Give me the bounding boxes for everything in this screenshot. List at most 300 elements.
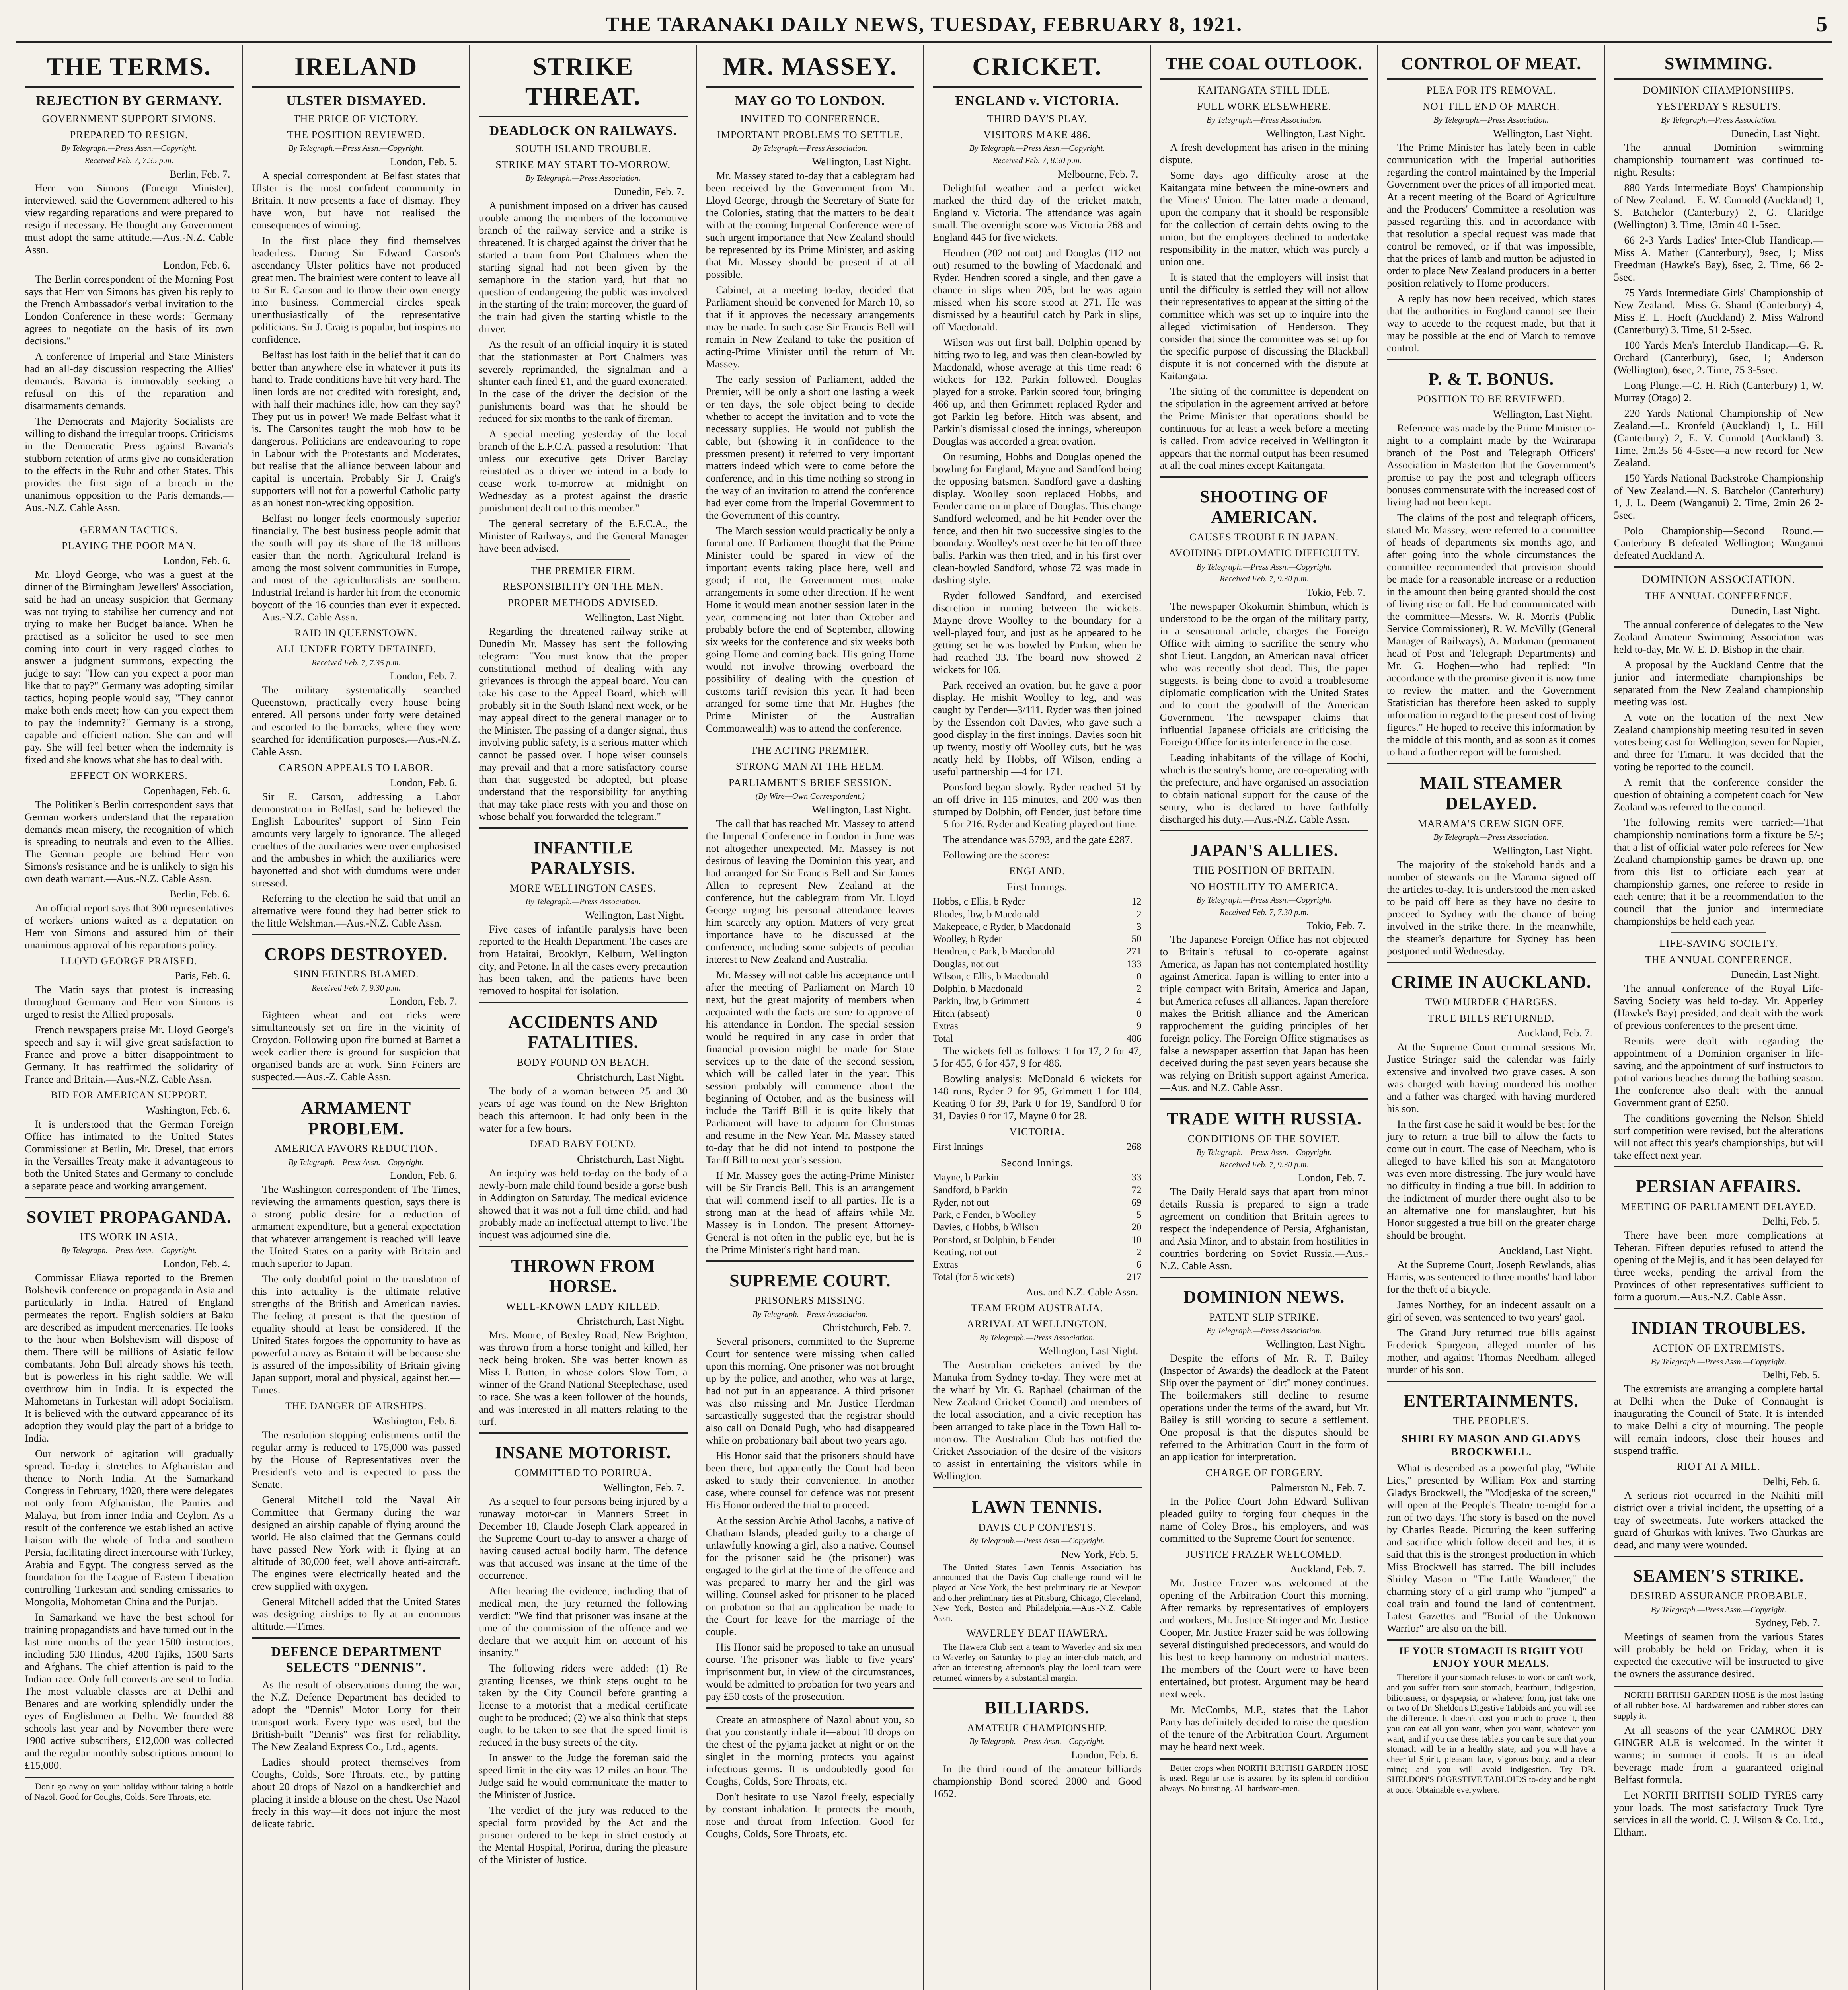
byline: By Telegraph.—Press Association. [1206,1326,1322,1335]
byline: By Telegraph.—Press Assn.—Copyright. [61,143,197,153]
subhead: SOUTH ISLAND TROUBLE. [515,142,651,154]
paragraph: Mr. Massey stated to-day that a cablegram had been received by the Government from Mr. Lloyd George, through the Secretary of State for the Colonies, stating that the matters to be dealt with at the coming Imperial Conference were of such urgent importance that New Zealand should be represented by its Prime Minister, and asking that Mr. Massey should be present if at all possible. [706,170,914,281]
subhead: MORE WELLINGTON CASES. [510,882,657,894]
score-value: 268 [1127,1141,1142,1152]
advertisement: Better crops when NORTH BRITISH GARDEN HOSE is used. Regular use is assured by its splendid condition always. No bursting. All hardware-men. [1160,1758,1369,1793]
ad-heading: IF YOUR STOMACH IS RIGHT YOU ENJOY YOUR MEALS. [1399,1645,1583,1669]
headline-p-and-t-bonus: P. & T. BONUS. [1428,369,1554,389]
paragraph: Meetings of seamen from the various States will probably be held on Friday, when it is expected the executive will be instructed to give the owners the assurance desired. [1614,1631,1823,1680]
paragraph: As the result of observations during the war, the N.Z. Defence Department has decided to adopt the "Dennis" Motor Lorry for their transport work. Every type was used, but the British-built "Dennis" was first for reliability. The New Zealand Express Co., Ltd., agents. [251,1679,460,1753]
subhead: MAY GO TO LONDON. [735,93,885,108]
subhead: DEADLOCK ON RAILWAYS. [489,123,677,138]
subhead: AVOIDING DIPLOMATIC DIFFICULTY. [1168,547,1360,559]
divider [1614,78,1824,80]
subhead: First Innings. [1006,881,1068,893]
column-6 [1151,45,1378,1990]
divider [933,86,1142,88]
paragraph: A remit that the conference consider the question of obtaining a competent coach for New Zealand was referred to the council. [1614,776,1823,813]
subhead: THE DANGER OF AIRSHIPS. [285,1400,427,1412]
paragraph: Ryder followed Sandford, and exercised discretion in running between the wickets. Mayne drove Woolley to the boundary for a well-played four, and just as he appeared to be getting set he was bowled by Parkin, when he had reached 33. The board now showed 2 wickets for 106. [933,589,1142,675]
subhead: AMATEUR CHAMPIONSHIP. [967,1722,1107,1734]
score-row [933,1008,1142,1020]
column-4 [697,45,924,1990]
subhead: SINN FEINERS BLAMED. [293,968,419,980]
dateline: Auckland, Feb. 7. [1290,1563,1365,1575]
byline: By Telegraph.—Press Assn.—Copyright. [1196,895,1332,905]
paragraph: Delightful weather and a perfect wicket marked the third day of the cricket match, England v. Victoria. The attendance was again small. The overnight score was Victoria 268 and England 445 for five wickets. [933,181,1142,243]
subhead: PROPER METHODS ADVISED. [507,597,659,609]
dateline: Washington, Feb. 6. [372,1414,457,1427]
divider [1387,359,1596,360]
paragraph: His Honor said he proposed to take an unusual course. The prisoner was liable to five years' imprisonment but, in view of the circumstances, would be admitted to probation for two years and pay £50 costs of the prosecution. [706,1641,914,1703]
subhead: RIOT AT A MILL. [1676,1461,1760,1473]
score-label: First Innings [933,1141,984,1152]
subhead: LIFE-SAVING SOCIETY. [1659,938,1778,950]
subhead: CHARGE OF FORGERY. [1205,1467,1323,1479]
headline-indian-troubles: INDIAN TROUBLES. [1631,1318,1806,1338]
score-value: 10 [1131,1234,1142,1245]
paragraph: An official report says that 300 representatives of workers' unions waited as a deputation on Herr von Simons and assured him of their unanimous approval of his reparations policy. [25,901,234,951]
score-row [933,1196,1142,1209]
subhead: DAVIS CUP CONTESTS. [978,1521,1096,1533]
paragraph: The Matin says that protest is increasing throughout Germany and Herr von Simons is urged to resist the Allied proposals. [25,983,234,1020]
score-value: 0 [1136,1008,1142,1019]
score-value: 2 [1136,983,1142,995]
paragraph: Cabinet, at a meeting to-day, decided that Parliament should be convened for March 10, so that if it approves the necessary arrangements may be made. In such case Sir Francis Bell will remain in New Zealand to take the position of acting-Prime Minister until the return of Mr. Massey. [706,284,914,370]
paragraph: The annual conference of the Royal Life-Saving Society was held to-day. Mr. Apperley (Hawke's Bay) presided, and dealt with the work of previous conferences to the present time. [1614,982,1823,1032]
paragraph: The only doubtful point in the translation of this into actuality is the ultimate relative strengths of the British and American navies. The feeling at present is that the question of equality should at least be considered. If the United States forgoes the opportunity to have as powerful a navy as Britain it will be because she is assured of the impossibility of Britain giving Japan support, moral and physical, against her.—Times. [251,1273,460,1396]
divider [479,1432,688,1434]
masthead [16,7,1832,43]
score-row [933,1184,1142,1196]
score-value: 217 [1127,1272,1142,1283]
score-label: Hitch (absent) [933,1008,990,1019]
byline: By Telegraph.—Press Assn.—Copyright. [969,143,1105,153]
headline-mr-massey: MR. MASSEY. [723,52,897,80]
dateline: Dunedin, Last Night. [1731,605,1820,617]
paragraph: General Mitchell told the Naval Air Committee that Germany during the war designed an airship capable of flying around the world. He also claimed that the Germans could have passed New York with it flying at an altitude of 30,000 feet, well above anti-aircraft. The engines were electrically heated and the crew supplied with oxygen. [251,1493,460,1592]
paragraph: The wickets fell as follows: 1 for 17, 2 for 47, 5 for 455, 6 for 457, 9 for 486. [933,1045,1142,1069]
paragraph: Mr. McCombs, M.P., states that the Labor Party has definitely decided to raise the question of the tenure of the Arbitration Court. Argument may be heard next week. [1160,1703,1368,1753]
paragraph: The general secretary of the E.F.C.A., the Minister of Railways, and the General Manager have been advised. [479,517,688,554]
byline: By Telegraph.—Press Association. [525,173,641,183]
subhead: KAITANGATA STILL IDLE. [1197,84,1331,96]
paragraph: 880 Yards Intermediate Boys' Championship of New Zealand.—E. W. Cunnold (Auckland) 1, S. Batchelor (Canterbury) 2, G. Claridge (Wellington) 3. Time, 13min 40 1-5sec. [1614,181,1823,230]
masthead-title: THE TARANAKI DAILY NEWS, TUESDAY, FEBRUARY 8, 1921. [605,13,1243,36]
score-value: 33 [1131,1172,1142,1183]
dateline: London, Feb. 6. [390,1169,457,1182]
paragraph: The majority of the stokehold hands and a number of stewards on the Marama signed off the articles to-day. It is understood the men asked to be paid off here as they have no desire to proceed to Sydney with the chance of being involved in the strike there. In the meanwhile, the steamer's departure for Sydney has been postponed until Wednesday. [1387,858,1596,957]
dateline: London, Feb. 7. [390,995,457,1007]
divider [1614,566,1824,568]
score-value: 0 [1136,971,1142,982]
subhead: INVITED TO CONFERENCE. [740,113,880,125]
paragraph: 150 Yards National Backstroke Championship of New Zealand.—N. S. Batchelor (Canterbury) 1, J. L. Deem (Wanganui) 2. Time, 2min 26 2-5sec. [1614,472,1823,521]
headline-infantile-paralysis: INFANTILE PARALYSIS. [530,838,635,878]
headline-japans-allies: JAPAN'S ALLIES. [1189,840,1339,860]
paragraph: 66 2-3 Yards Ladies' Inter-Club Handicap.—Miss A. Mather (Canterbury), 9sec, 1; Miss Freedman (Hawke's Bay), 6sec, 2. Time, 66 2-5sec. [1614,234,1823,283]
paragraph: A special meeting yesterday of the local branch of the E.F.C.A. passed a resolution: "That unless our executive gets Driver Barclay reinstated as a driver we intend in a body to cease work to-morrow at midnight on Wednesday as a protest against the drastic punishment dealt out to this member." [479,427,688,514]
paragraph: After hearing the evidence, including that of medical men, the jury returned the following verdict: "We find that prisoner was insane at the time of the commission of the offence and we declare that we acquit him on account of his insanity." [479,1584,688,1658]
divider [1614,1308,1824,1309]
divider [706,1260,915,1262]
headline-armament-problem: ARMAMENT PROBLEM. [301,1098,411,1138]
dateline: Palmerston N., Feb. 7. [1271,1481,1365,1493]
divider [1387,1639,1596,1641]
score-row [933,1209,1142,1221]
paragraph: 220 Yards National Championship of New Zealand.—L. Kronfeld (Auckland) 1, L. Hill (Canterbury) 2, E. V. Cunnold (Auckland) 3. Time, 2m.3s 56 4-5sec—a new record for New Zealand. [1614,407,1823,468]
subhead: THE ANNUAL CONFERENCE. [1645,590,1792,602]
paragraph: A vote on the location of the next New Zealand championship meeting resulted in seven votes being cast for Wellington, seven for Napier, and three for Timaru. It was decided that the voting be reported to the council. [1614,711,1823,773]
byline: By Telegraph.—Press Assn.—Copyright. [1196,1147,1332,1157]
subhead: CARSON APPEALS TO LABOR. [279,762,434,774]
dateline: London, Feb. 6. [390,776,457,788]
paragraph: The attendance was 5793, and the gate £287. [943,833,1133,845]
byline: By Telegraph.—Press Association. [525,897,641,907]
score-label: Total [933,1033,953,1044]
column-8 [1605,45,1832,1990]
subhead: RESPONSIBILITY ON THE MEN. [503,581,664,593]
paragraph: Hendren (202 not out) and Douglas (112 not out) resumed to the bowling of Macdonald and Ryder. Hendren scored a single, and then gave a chance in slips when 205, but he was again missed when his score stood at 271. He was dismissed by a beautiful catch by Park in slips, off Macdonald. [933,246,1142,333]
byline: By Telegraph.—Press Association. [1206,115,1322,125]
divider [1160,830,1369,831]
paragraph: The Washington correspondent of The Times, reviewing the armaments question, says there is a strong public desire for a reduction of armament expenditure, but a general expectation that whatever arrangement is reached will leave the United States on a parity with Britain and much superior to Japan. [251,1183,460,1270]
paragraph: The resolution stopping enlistments until the regular army is reduced to 175,000 was passed by the House of Representatives over the President's veto and is expected to pass the Senate. [251,1428,460,1490]
paragraph: Polo Championship—Second Round.—Canterbury B defeated Wellington; Wanganui defeated Auckland A. [1614,524,1823,561]
headline-entertainments: ENTERTAINMENTS. [1404,1391,1579,1411]
divider [479,116,688,117]
score-value: 4 [1136,996,1142,1007]
received-line: Received Feb. 7, 9.30 p.m. [1220,1159,1309,1169]
paragraph: The claims of the post and telegraph officers, stated Mr. Massey, were referred to a committee of heads of departments six months ago, and after going into the whole circumstances the committee recommended that provision should be made for a reasonable increase or a reduction in the amount then being granted should the cost of living rise or fall. He had communicated with the committee—Messrs. W. R. Morris (Public Service Commissioner), R. W. McVilly (General Manager of Railways), A. Markman (permanent head of Post and Telegraph Departments) and Mr. G. Hogben—who had replied: "In accordance with the promise given it is now time to review the matter, and the Government Statistician has therefore been asked to supply information in regard to the present cost of living figures." He hoped to receive this information by the middle of this month, and as soon as it comes to hand a further report will be furnished. [1387,511,1596,758]
paragraph: In Samarkand we have the best school for training propagandists and have turned out in the last nine months of the year 1500 instructors, including 530 Hindus, 4200 Tajiks, 1500 Sarts and Afghans. The chief attention is paid to the Indian race. Only full converts are sent to India. The most valuable classes are at Delhi and Benares and are working splendidly under the eyes of Englishmen at Delhi. We founded 88 schools last year and by November there were 1900 active subscribers, £12,000 was collected and the regular monthly subscriptions amount to £15,000. [25,1611,234,1771]
paragraph: At the Supreme Court, Joseph Rewlands, alias Harris, was sentenced to three months' hard labor for the theft of a bicycle. [1387,1258,1596,1295]
advertisement: NORTH BRITISH GARDEN HOSE is the most lasting of all rubber hose. All hardwaremen and rubber stores can supply it. [1614,1686,1824,1721]
paragraph: Several prisoners, committed to the Supreme Court for sentence were missing when called upon this morning. One prisoner was not brought up by the police, and another, who was at large, had not put in an appearance. A third prisoner was also missing and Mr. Justice Herdman sarcastically suggested that the registrar should also call on Donald Pugh, who had disappeared while on probationary bail about two years ago. [706,1335,914,1446]
headline-strike-threat: STRIKE THREAT. [525,52,641,110]
paragraph: The body of a woman between 25 and 30 years of age was found on the New Brighton beach this afternoon. It had only been in the water for a few hours. [479,1085,688,1134]
paragraph: In the first place they find themselves leaderless. During Sir Edward Carson's ascendancy Ulster politics have not produced great men. The brainiest were content to leave all to Sir E. Carson and to throw their own energy into business. Commercial circles speak unenthusiastically of the representative politicians. Sir J. Craig is popular, but inspires no confidence. [251,234,460,345]
paragraph: There have been more complications at Teheran. Fifteen deputies refused to attend the opening of the Mejlis, and it has been delayed for three weeks, pending the arrival from the Provinces of other representatives sufficient to form a quorum.—Aus.-N.Z. Cable Assn. [1614,1229,1823,1303]
paragraph: If Mr. Massey goes the acting-Prime Minister will be Sir Francis Bell. This is an arrangement that will commend itself to all parties. He is a strong man at the head of affairs while Mr. Massey is in London. The present Attorney-General is not often in the public eye, but he is the Prime Minister's right hand man. [706,1169,914,1255]
score-label: Hobbs, c Ellis, b Ryder [933,896,1025,907]
paragraph: At the Supreme Court criminal sessions Mr. Justice Stringer said the calendar was fairly extensive and involved two grave cases. A son was charged with having murdered his mother and a father was charged with having murdered his son. [1387,1040,1596,1114]
paragraph: Bowling analysis: McDonald 6 wickets for 148 runs, Ryder 2 for 95, Grimmett 1 for 104, Keating 0 for 39, Park 0 for 19, Sandford 0 for 31, Davies 0 for 17, Mayne 0 for 28. [933,1073,1142,1122]
paragraph: The extremists are arranging a complete hartal at Delhi when the Duke of Connaught is inaugurating the Council of State. It is intended to make Delhi a city of mourning. The people will remain indoors, close their houses and suspend traffic. [1614,1383,1823,1457]
paragraph: A reply has now been received, which states that the authorities in England cannot see their way to accede to the request made, but that it may be possible at the end of March to remove control. [1387,292,1596,354]
headline-coal-outlook: THE COAL OUTLOOK. [1166,54,1363,73]
paragraph: Belfast has lost faith in the belief that it can do better than anywhere else in whatever it puts its hand to. Trade conditions have hit very hard. The linen lords are not credited with foresight, and, with half their machines idle, how can they say? They put us in power! We made Belfast what it is. The Carsonites taught the mob how to be dangerous. Politicians are endeavouring to rope in Labour with the Protestants and Moderates, but realise that the alliance between labour and capital is uncertain. Probably Sir J. Craig's supporters will not for a powerful Catholic party as an honest non-wrecking opposition. [251,349,460,509]
paragraph: Mr. Lloyd George, who was a guest at the dinner of the Birmingham Jewellers' Association, said he had an uneasy suspicion that Germany was not trying to stabilise her currency and not trying to make her Budget balance. When he practised as a solicitor he used to see men coming into court in very ragged clothes to answer a judgment summons, expecting the judge to say: "How can you expect a poor man like that to pay?" Germany was adopting similar tactics, hoping people would say, "They cannot make both ends meet; how can you expect them to pay the indemnity?" Germany is a strong, capable and efficient nation. She can and will pay. She will feel better when the indemnity is fixed and she knows what she has to deal with. [25,568,234,766]
divider [1387,763,1596,764]
subhead: EFFECT ON WORKERS. [70,770,188,782]
subhead: BID FOR AMERICAN SUPPORT. [51,1089,208,1101]
score-row [933,1258,1142,1271]
paragraph: The following remits were carried:—That championship nominations form a fixture be 5/-; that a list of official water polo referees for New Zealand championship games be drawn up, one from this list to officiate each year at championship games, one referee to reside in each centre; that it be a recommendation to the council that the junior and intermediate championships be held each year. [1614,816,1823,927]
divider [1387,962,1596,963]
subhead: WELL-KNOWN LADY KILLED. [506,1300,661,1312]
paragraph: The sitting of the committee is dependent on the stipulation in the agreement arrived at before the Prime Minister that operations should be continuous for at least a week before a meeting is called. From advice received in Wellington it appears that the normal output has been resumed at all the coal mines except Kaitangata. [1160,385,1368,471]
score-row [933,908,1142,921]
headline-accidents: ACCIDENTS AND FATALITIES. [508,1012,658,1052]
subhead: POSITION TO BE REVIEWED. [1417,393,1565,405]
dateline: Wellington, Last Night. [1493,408,1593,420]
score-row [933,995,1142,1007]
subhead: THE PEOPLE'S. [1453,1415,1529,1427]
byline: By Telegraph.—Press Association. [1661,115,1776,125]
divider [1387,78,1596,80]
paragraph: As the result of an official inquiry it is stated that the stationmaster at Port Chalmers was severely reprimanded, the signalman and a shunter each fined £1, and the guard exonerated. In the case of the driver the decision of the punishments board was that he should be reduced for six months to the rank of fireman. [479,338,688,424]
subhead: THIRD DAY'S PLAY. [987,113,1087,125]
columns [16,45,1832,1990]
score-label: Wilson, c Ellis, b Macdonald [933,971,1049,982]
paragraph: The Democrats and Majority Socialists are willing to disband the irregular troops. Criticisms in the Democratic Press against Bavaria's stubborn retention of arms give no consideration to the effects in the Ruhr and other States. This provides the first sign of a breach in the unanimous opposition to the Paris demands.—Aus.-N.Z. Cable Assn. [25,415,234,513]
byline: By Telegraph.—Press Association. [1433,832,1549,842]
score-value: 20 [1131,1222,1142,1233]
dateline: Wellington, Last Night. [585,611,684,624]
dateline: Berlin, Feb. 6. [170,888,230,900]
paragraph: General Mitchell added that the United States was designing airships to fly at an enormous altitude.—Times. [251,1595,460,1632]
paragraph: Eighteen wheat and oat ricks were simultaneously set on fire in the vicinity of Croydon. Following upon fire burned at Barnet a week earlier there is ground for suspicion that organised bands are at work. Sinn Feiners are suspected.—Aus.-Z. Cable Assn. [251,1009,460,1083]
byline: By Telegraph.—Press Assn.—Copyright. [1651,1356,1786,1366]
paragraph: Some days ago difficulty arose at the Kaitangata mine between the mine-owners and the Miners' Union. The latter made a demand, upon the company that it should be responsible for the collection of certain debts owing to the union, but the employers declined to undertake responsibility in the matter, which was purely a union one. [1160,169,1368,267]
subhead: ENGLAND. [1009,865,1065,877]
paragraph: The following riders were added: (1) Re granting licenses, we think steps ought to be taken by the City Council before granting a license to a motorist that a medical certificate ought to be produced; (2) we also think that steps ought to be taken to see that the speed limit is reduced in the busy streets of the city. [479,1662,688,1748]
dateline: Christchurch, Last Night. [577,1315,684,1327]
paragraph: His Honor said that the prisoners should have been there, but apparently the Court had been asked to study their convenience. In another case, where counsel for defence was not present His Honor ordered the trial to proceed. [706,1450,914,1511]
paragraph: The annual Dominion swimming championship tournament was continued to-night. Results: [1614,141,1823,178]
byline: By Telegraph.—Press Assn.—Copyright. [1651,1604,1786,1614]
paragraph: In the first case he said it would be best for the jury to return a true bill to allow the facts to come out in court. The case of Needham, who is alleged to have killed his son at Mangatotoro was even more distressing. The jury would have no difficulty in finding a true bill. In addition to the indictment of murder there ought also to be an alternative one for manslaughter, but his Honor suggested a true bill on the greater charge should be brought. [1387,1118,1596,1241]
score-row [933,1246,1142,1258]
byline: By Telegraph.—Press Association. [752,143,868,153]
headline-trade-with-russia: TRADE WITH RUSSIA. [1166,1109,1362,1129]
divider [252,1637,461,1639]
paragraph: A conference of Imperial and State Ministers had an all-day discussion respecting the Allies' demands. Bavaria is immovably seeking a refusal on this of the reparation and disarmaments demands. [25,350,234,412]
subhead: TWO MURDER CHARGES. [1425,996,1557,1008]
paragraph: French newspapers praise Mr. Lloyd George's speech and say it will give great satisfaction to France and prove a bitter disappointment to Germany. It has reaffirmed the solidarity of France and Britain.—Aus.-N.Z. Cable Assn. [25,1024,234,1085]
column-2 [243,45,470,1990]
paragraph: The call that has reached Mr. Massey to attend the Imperial Conference in London in June was not altogether unexpected. Mr. Massey is not desirous of leaving the Dominion this year, and had arranged for Sir Francis Bell and Sir James Allen to represent New Zealand at the conference, but the cablegram from Mr. Lloyd George urging his personal attendance leaves him scarcely any option. Matters of very great importance have to be discussed at the conference, including some subjects of peculiar interest to New Zealand and Australia. [706,817,914,965]
score-total-row [933,1032,1142,1045]
divider [252,86,461,88]
paragraph: At the session Archie Athol Jacobs, a native of Chatham Islands, pleaded guilty to a charge of unlawfully knowing a girl, also a native. Counsel for the prisoner said he (the prisoner) was engaged to the girl at the time of the offence and was prepared to marry her and the girl was willing. Counsel asked for prisoner to be placed on probation so that an application be made to the Court for leave for the marriage of the couple. [706,1514,914,1638]
byline: (By Wire—Own Correspondent.) [755,791,865,801]
headline-dominion-news: DOMINION NEWS. [1183,1287,1345,1307]
divider [1671,932,1766,933]
subhead: DOMINION ASSOCIATION. [1641,572,1795,586]
subhead: LLOYD GEORGE PRAISED. [61,955,197,967]
score-label: Ryder, not out [933,1197,989,1208]
divider [933,1487,1142,1488]
headline-shooting-of-american: SHOOTING OF AMERICAN. [1200,486,1329,527]
score-row [933,958,1142,970]
received-line: Received Feb. 7, 8.30 p.m. [992,156,1082,166]
score-value: 72 [1131,1184,1142,1196]
paragraph: Sir E. Carson, addressing a Labor demonstration in Belfast, said he believed the English Labourites' support of Sinn Fein amounts very largely to ignorance. The alleged cruelties of the auxiliaries were over emphasised and the ambushes in which the auxiliaries were bayonetted and shot with dumdums were under stressed. [251,790,460,889]
score-label: Dolphin, b Macdonald [933,983,1023,995]
subhead: BODY FOUND ON BEACH. [517,1056,650,1068]
divider [25,86,234,88]
dateline: Melbourne, Feb. 7. [1058,168,1138,180]
dateline: Christchurch, Feb. 7. [822,1321,911,1334]
divider [1160,78,1369,80]
cable-credit: —Aus. and N.Z. Cable Assn. [1015,1286,1138,1298]
dateline: Wellington, Feb. 7. [603,1481,684,1493]
subhead: TEAM FROM AUSTRALIA. [971,1302,1103,1314]
divider [1614,1166,1824,1167]
subhead: STRONG MAN AT THE HELM. [735,761,885,773]
subhead: ULSTER DISMAYED. [286,93,426,108]
paragraph: Long Plunge.—C. H. Rich (Canterbury) 1, W. Murray (Otago) 2. [1614,379,1823,404]
score-row [933,1171,1142,1184]
paragraph: The Grand Jury returned true bills against Frederick Spurgeon, alleged murder of his mother, and against Thomas Needham, alleged murder of his son. [1387,1326,1596,1375]
score-value: 69 [1131,1197,1142,1208]
paragraph: 100 Yards Men's Interclub Handicap.—G. R. Orchard (Canterbury), 6sec, 1; Anderson (Wellington), 6sec, 2. Time, 75 3-5sec. [1614,339,1823,376]
subhead: CONDITIONS OF THE SOVIET. [1187,1133,1341,1145]
byline: By Telegraph.—Press Association. [979,1333,1095,1342]
paragraph: Ponsford began slowly. Ryder reached 51 by an off drive in 115 minutes, and 200 was then stumped by Dolphin, off Fender, just before time—5 for 216. Ryder and Keating played out time. [933,780,1142,830]
paragraph: The Prime Minister has lately been in cable communication with the Imperial authorities regarding the control maintained by the Imperial Government over the prices of all imported meat. At a recent meeting of the Board of Agriculture and the Producers' Committee a resolution was passed regarding this, and in accordance with that resolution a special request was made that control be removed, or if that was impossible, that the prices of lamb and mutton be adjusted in order to place New Zealand producers in a better position relatively to Home producers. [1387,141,1596,289]
dateline: Wellington, Last Night. [812,156,911,168]
paragraph: A serious riot occurred in the Naihiti mill district over a trivial incident, the upsetting of a tray of sweetmeats. Jute workers attacked the guard of Ghurkas with knives. Two Ghurkas are dead, and many were wounded. [1614,1489,1823,1551]
paragraph: Our network of agitation will gradually spread. To-day it stretches to Afghanistan and thence to North India. At the Samarkand Congress in February, 1920, there were delegates not only from Afghanistan, the Pamirs and Malaya, but from inner India and Ceylon. As a result of the conference we established an active liaison with the whole of India and southern Persia, facilitating direct intercourse with Turkey, Arabia and Egypt. The congress served as the foundation for the League of Eastern Liberation controlling Turkestan and sending emissaries to Mongolia, Mohometan China and the Punjab. [25,1448,234,1608]
dateline: Wellington, Last Night. [1493,844,1593,856]
paragraph: It is understood that the German Foreign Office has intimated to the United States Commissioner at Berlin, Mr. Dresel, that errors in the Versailles Treaty make it advantageous to both the United States and Germany to conclude a separate peace and working arrangement. [25,1118,234,1192]
headline-thrown-from-horse: THROWN FROM HORSE. [511,1256,655,1296]
advertisement: Let NORTH BRITISH SOLID TYRES carry your loads. The most satisfactory Truck Tyre services in all the world. C. J. Wilson & Co. Ltd., Eltham. [1614,1789,1823,1838]
paragraph: Mr. Massey will not cable his acceptance until after the meeting of Parliament on March 10 next, but the great majority of members when acquainted with the facts are sure to approve of his attendance in London. The special session would be required in any case in order that financial provision might be made for State services up to the date of the second session, which will be called later in the year. This session probably will commence about the beginning of October, and as the business will include the Tariff Bill it is quite likely that Parliament will have to adjourn for Christmas and resume in the New Year. Mr. Massey stated to-day that he did not intend to postpone the Tariff Bill to next year's session. [706,968,914,1166]
dateline: Dunedin, Feb. 7. [614,185,684,197]
divider [252,1088,461,1089]
byline: By Telegraph.—Press Association. [1433,115,1549,125]
subhead: PRISONERS MISSING. [754,1295,866,1307]
score-label: Hendren, c Park, b Macdonald [933,946,1055,957]
score-value: 9 [1136,1020,1142,1032]
subhead: PLEA FOR ITS REMOVAL. [1426,84,1556,96]
dateline: London, Feb. 7. [1298,1172,1365,1184]
subhead: VISITORS MAKE 486. [983,129,1091,141]
headline-control-of-meat: CONTROL OF MEAT. [1401,54,1582,73]
subhead: PREPARED TO RESIGN. [70,129,188,141]
dateline: Wellington, Last Night. [1266,127,1365,139]
received-line: Received Feb. 7, 9.30 p.m. [312,983,401,993]
dateline: Christchurch, Last Night. [577,1071,684,1083]
paragraph: Leading inhabitants of the village of Kochi, which is the sentry's home, are co-operating with the prefecture, and have organised an association to obtain national support for the cause of the sentry, who is declared to have faithfully discharged his duty.—Aus.-N.Z. Cable Assn. [1160,751,1368,825]
score-value: 2 [1136,909,1142,920]
score-value: 133 [1127,958,1142,970]
paragraph: A fresh development has arisen in the mining dispute. [1160,141,1368,166]
subhead: YESTERDAY'S RESULTS. [1656,100,1782,112]
score-label: Extras [933,1020,958,1032]
score-value: 50 [1131,934,1142,945]
subhead: THE PRICE OF VICTORY. [293,113,419,125]
paragraph: Don't hesitate to use Nazol freely, especially by constant inhalation. It protects the mouth, nose and throat from Infection. Good for Coughs, Colds, Sore Throats, etc. [706,1791,914,1840]
divider [536,559,630,560]
paragraph: Park received an ovation, but he gave a poor display. He mishit Woolley to leg, and was caught by Fender—3/111. Ryder was then joined by the Essendon colt Davies, who gave such a good display in the first innings. Davies soon hit up twenty, mostly off Woolley cuts, but he was neatly held by Hobbs, off Wilson, ending a useful partnership —4 for 171. [933,679,1142,777]
divider [1387,1381,1596,1382]
victoria-scorecard [933,1171,1142,1283]
dateline: Delhi, Feb. 5. [1762,1215,1820,1227]
dateline: Auckland, Feb. 7. [1517,1026,1593,1039]
divider [25,1197,234,1198]
headline-the-terms: THE TERMS. [47,52,212,80]
subhead: PARLIAMENT'S BRIEF SESSION. [728,776,892,788]
subhead: SHIRLEY MASON AND GLADYS BROCKWELL. [1402,1432,1581,1458]
dateline: Delhi, Feb. 6. [1762,1475,1820,1487]
score-label: Extras [933,1259,958,1270]
paragraph: Mr. Justice Frazer was welcomed at the opening of the Arbitration Court this morning. After remarks by representatives of employers and workers, Mr. Justice Stringer and Mr. Justice Cooper, Mr. Justice Frazer said he was following several distinguished predecessors, and would do his best to keep harmony on industrial matters. The members of the Court were to have been entertained, but protest. Argument may be heard next week. [1160,1577,1368,1700]
score-value: 2 [1136,1247,1142,1258]
divider [1160,1098,1369,1100]
subhead: PATENT SLIP STRIKE. [1209,1311,1319,1323]
subhead: THE POSITION REVIEWED. [287,129,425,141]
paragraph: An inquiry was held to-day on the body of a newly-born male child found beside a gorse bush in Addington on Saturday. The medical evidence showed that it was not a full time child, and had probably made an ineffectual attempt to live. The inquest was adjourned sine die. [479,1167,688,1241]
paragraph: Five cases of infantile paralysis have been reported to the Health Department. The cases are from Hataitai, Brooklyn, Kelburn, Wellington city, and Petone. In all the cases every precaution has been taken, and the patients have been removed to hospital for isolation. [479,923,688,997]
score-row [933,1141,1142,1153]
byline: By Telegraph.—Press Assn.—Copyright. [288,1157,424,1167]
dateline: London, Feb. 4. [163,1258,230,1270]
england-scorecard [933,896,1142,1045]
paragraph: The Japanese Foreign Office has not objected to Britain's refusal to co-operate against America, as Japan has not contemplated hostility against America. Japan is willing to enter into a triple compact with Britain, America and Japan, but America refuses all alliances. Japan therefore makes the British alliance and the American rapprochement the guiding principles of her foreign policy. The Foreign Office stigmatises as false a newspaper assertion that Japan has been deceived during the past seven years because she was relying on British support against America.—Aus. and N.Z. Cable Assn. [1160,933,1368,1094]
byline: By Telegraph.—Press Association. [752,1309,868,1319]
score-label: Parkin, lbw, b Grimmett [933,996,1029,1007]
score-label: Total (for 5 wickets) [933,1272,1014,1283]
headline-persian-affairs: PERSIAN AFFAIRS. [1636,1176,1801,1196]
dateline: Wellington, Last Night. [585,909,684,921]
headline-cricket: CRICKET. [972,52,1102,80]
subhead: DOMINION CHAMPIONSHIPS. [1643,84,1794,96]
subhead: DEAD BABY FOUND. [529,1138,637,1150]
subhead: STRIKE MAY START TO-MORROW. [495,158,671,170]
subhead: RAID IN QUEENSTOWN. [294,627,418,639]
paragraph: Reference was made by the Prime Minister to-night to a complaint made by the Wairarapa branch of the Post and Telegraph Officers' Association in Masterton that the Government's promise to pay the post and telegraph officers bonuses commensurate with the increased cost of living had not been kept. [1387,421,1596,508]
subhead: PLAYING THE POOR MAN. [61,540,197,552]
subhead: THE PREMIER FIRM. [530,564,635,576]
paragraph: The military systematically searched Queenstown, practically every house being entered. All persons under forty were detained and escorted to the barracks, where they were searched for identification purposes.—Aus.-N.Z. Cable Assn. [251,684,460,758]
dateline: Tokio, Feb. 7. [1306,919,1365,932]
column-7 [1378,45,1605,1990]
divider [479,1246,688,1247]
subhead: DEFENCE DEPARTMENT SELECTS "DENNIS". [271,1644,441,1675]
subhead: THE POSITION OF BRITAIN. [1193,864,1335,876]
score-row [933,1221,1142,1233]
received-line: Received Feb. 7, 7.35 p.m. [84,156,173,166]
score-label: Woolley, b Ryder [933,934,1002,945]
paragraph: Remits were dealt with regarding the appointment of a Dominion organiser in life-saving, and the appointment of surf instructors to patrol various beaches during the bathing season. The conference also dealt with the annual Government grant of £250. [1614,1035,1823,1109]
dateline: London, Feb. 5. [390,156,457,168]
dateline: London, Feb. 6. [163,259,230,271]
received-line: Received Feb. 7, 9.30 p.m. [1220,574,1309,584]
victoria-first-innings [933,1141,1142,1153]
paragraph: Despite the efforts of Mr. R. T. Bailey (Inspector of Awards) the deadlock at the Patent Slip over the payment of "dirt" money continues. The boilermakers still decline to resume operations under the terms of the award, but Mr. Bailey is still working to secure a settlement. One proposal is that the disputes should be referred to the Arbitration Court in the form of an application for interpretation. [1160,1352,1368,1463]
subhead: DESIRED ASSURANCE PROBABLE. [1630,1590,1807,1602]
paragraph: The Politiken's Berlin correspondent says that German workers understand that the reparation demands mean misery, the recognition of which is spreading to neutrals and even to the Allies. The German people are behind Herr von Simons's resistance and he is unlikely to sign his own death warrant.—Aus.-N.Z. Cable Assn. [25,798,234,884]
dateline: London, Feb. 6. [1071,1748,1138,1761]
dateline: Wellington, Last Night. [1039,1345,1138,1357]
received-line: Received Feb. 7, 7.30 p.m. [1220,907,1309,917]
subhead: THE ACTING PREMIER. [751,745,869,757]
subhead: JUSTICE FRAZER WELCOMED. [1185,1548,1343,1560]
divider [479,1002,688,1003]
subhead: FULL WORK ELSEWHERE. [1197,100,1331,112]
paragraph: What is described as a powerful play, "White Lies," presented by William Fox and starring Gladys Brockwell, the "Modjeska of the screen," will open at the People's Theatre to-night for a run of two days. The story is based on the novel by Charles Reade. Picturing the keen suffering and sacrifice which follow deceit and lies, it is said that this is the strongest production in which Miss Brockwell has starred. The bill includes Shirley Mason in "The Little Wanderer," the charming story of a girl tramp who "jumped" a coal train and found the land of contentment. Latest Gazettes and "Burial of the Unknown Warrior" are also on the bill. [1387,1462,1596,1635]
score-label: Park, c Fender, b Woolley [933,1210,1036,1221]
paragraph: The newspaper Okokumin Shimbun, which is understood to be the organ of the military party, in a sensational article, charges the Foreign Office with aiming to sacrifice the sentry who shot Lieut. Langdon, an American naval officer who was recently shot dead. This, the paper suggests, is being done to avoid a troublesome diplomatic complication with the United States and to court the goodwill of the American Government. The newspaper claims that influential Japanese officials are criticising the Foreign Office for its interference in the case. [1160,600,1368,748]
score-label: Davies, c Hobbs, b Wilson [933,1222,1039,1233]
paragraph: Belfast no longer feels enormously superior financially. The best business people admit that the south will pay its share of the 18 millions easier than the north. Agricultural Ireland is among the most solvent communities in Europe, and most of the agriculturalists are southern. Industrial Ireland is harder hit from the economic boycott of the 16 counties than ever it expected.—Aus.-N.Z. Cable Assn. [251,512,460,623]
dateline: Wellington, Last Night. [1493,127,1593,139]
